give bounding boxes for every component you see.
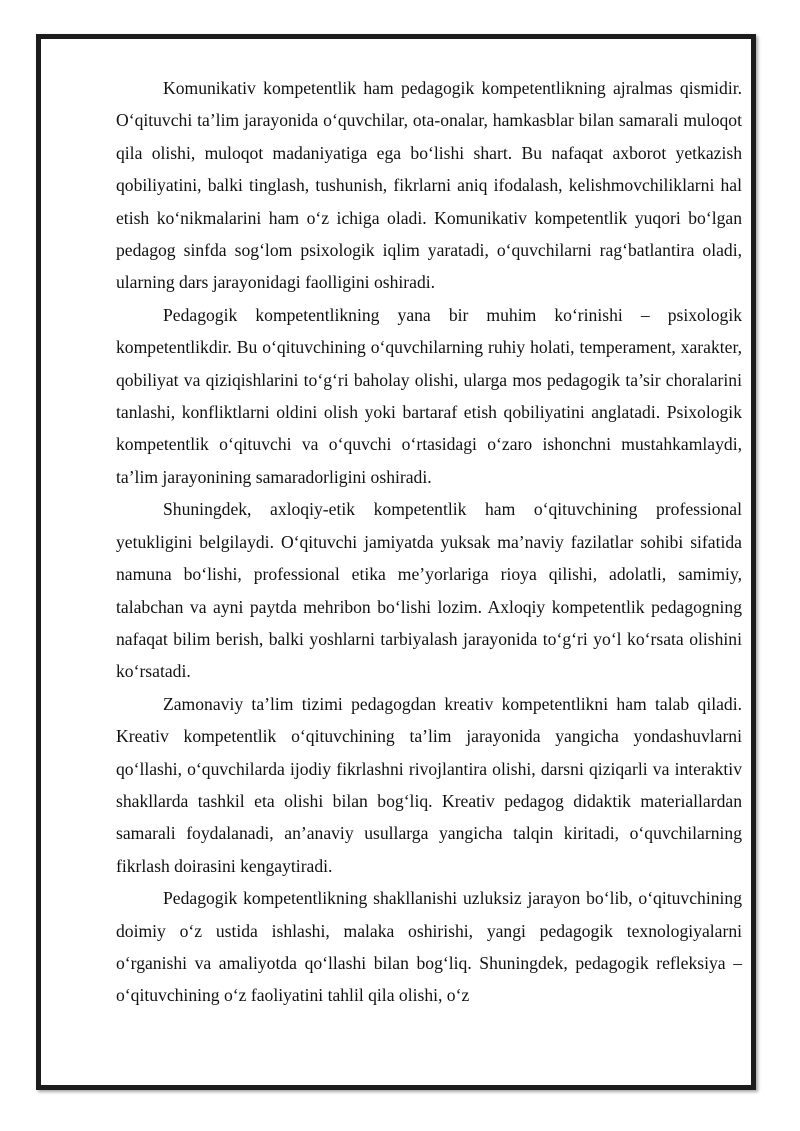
paragraph-ethical-competence: Shuningdek, axloqiy-etik kompetentlik ham o‘qituvchining professional yetukligini belgilaydi. O‘qituvchi jamiyatda yuksak ma’naviy fazilatlar sohibi sifatida namuna bo‘lishi, professional etika me’yorlariga rioya qilishi, adolatli, samimiy, talabchan va ayni paytda mehribon bo‘lishi lozim. Axloqiy kompetentlik pedagogning nafaqat bilim berish, balki yoshlarni tarbiyalash jarayonida to‘g‘ri yo‘l ko‘rsata olishini ko‘rsatadi. <box>116 499 742 682</box>
paragraph-psychological-competence: Pedagogik kompetentlikning yana bir muhim ko‘rinishi – psixologik kompetentlikdir. Bu o‘qituvchining o‘quvchilarning ruhiy holati, temperament, xarakter, qobiliyat va qiziqishlarini to‘g‘ri baholay olishi, ularga mos pedagogik ta’sir choralarini tanlashi, konfliktlarni oldini olish yoki bartaraf etish qobiliyatini anglatadi. Psixologik kompetentlik o‘qituvchi va o‘quvchi o‘rtasidagi o‘zaro ishonchni mustahkamlaydi, ta’lim jarayonining samaradorligini oshiradi. <box>116 304 742 487</box>
document-body <box>116 72 742 1012</box>
paragraph-competence-formation: Pedagogik kompetentlikning shakllanishi uzluksiz jarayon bo‘lib, o‘qituvchining doimiy o‘z ustida ishlashi, malaka oshirishi, yangi pedagogik texnologiyalarni o‘rganishi va amaliyotda qo‘llashi bilan bog‘liq. Shuningdek, pedagogik refleksiya – o‘qituvchining o‘z faoliyatini tahlil qila olishi, o‘z <box>116 888 742 1006</box>
paragraph-communicative-competence: Komunikativ kompetentlik ham pedagogik kompetentlikning ajralmas qismidir. O‘qituvchi ta’lim jarayonida o‘quvchilar, ota-onalar, hamkasblar bilan samarali muloqot qila olishi, muloqot madaniyatiga ega bo‘lishi shart. Bu nafaqat axborot yetkazish qobiliyatini, balki tinglash, tushunish, fikrlarni aniq ifodalash, kelishmovchiliklarni hal etish ko‘nikmalarini ham o‘z ichiga oladi. Komunikativ kompetentlik yuqori bo‘lgan pedagog sinfda sog‘lom psixologik iqlim yaratadi, o‘quvchilarni rag‘batlantira oladi, ularning dars jarayonidagi faolligini oshiradi. <box>116 78 742 293</box>
paragraph-creative-competence: Zamonaviy ta’lim tizimi pedagogdan kreativ kompetentlikni ham talab qiladi. Kreativ kompetentlik o‘qituvchining ta’lim jarayonida yangicha yondashuvlarni qo‘llashi, o‘quvchilarda ijodiy fikrlashni rivojlantira olishi, darsni qiziqarli va interaktiv shakllarda tashkil eta olishi bilan bog‘liq. Kreativ pedagog didaktik materiallardan samarali foydalanadi, an’anaviy usullarga yangicha talqin kiritadi, o‘quvchilarning fikrlash doirasini kengaytiradi. <box>116 693 742 876</box>
